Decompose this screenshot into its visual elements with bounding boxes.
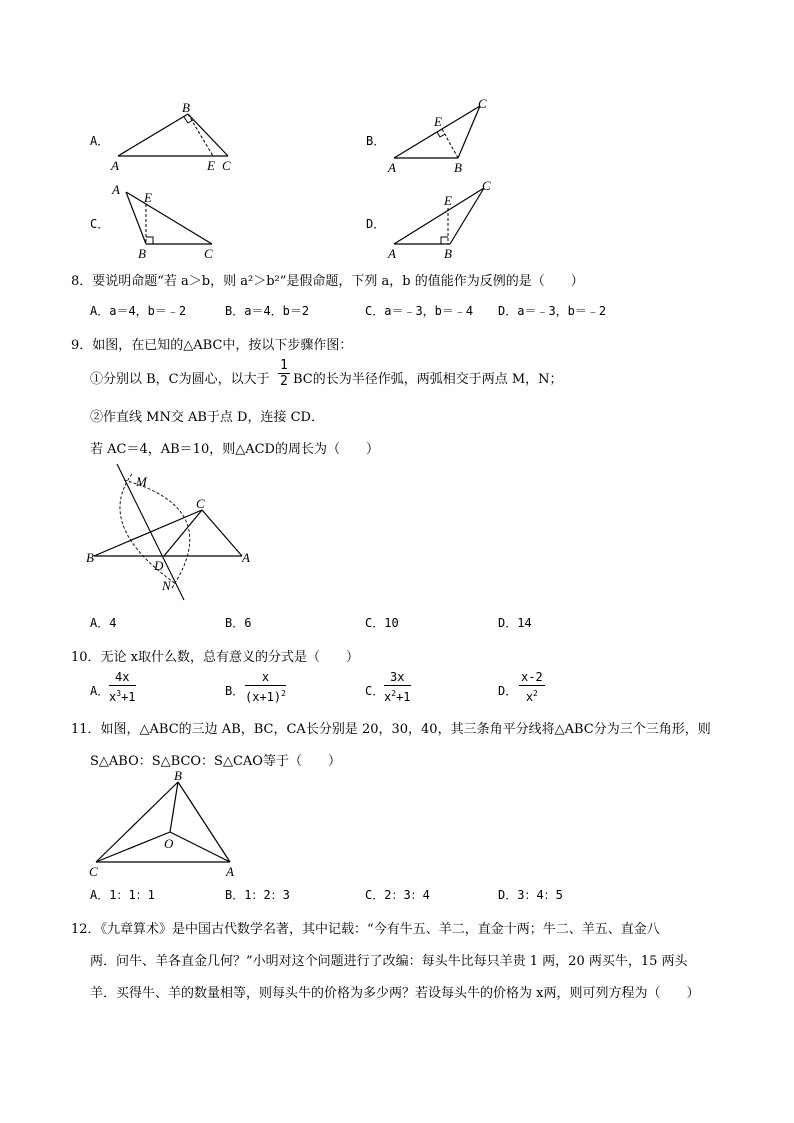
q7-option-a-label[interactable]: A． — [90, 134, 110, 148]
fraction-denominator: 2 — [280, 374, 288, 389]
bisector-co — [96, 832, 170, 862]
svg-text:D: D — [154, 558, 164, 573]
q11-option-b[interactable]: B．1：2：3 — [225, 888, 290, 902]
svg-text:B: B — [182, 100, 190, 115]
fraction-numerator: 1 — [280, 358, 288, 373]
q12-line3: 羊．买得牛、羊的数量相等，则每头牛的价格为多少两？若设每头牛的价格为 x两，则可列方程为（ ） — [90, 986, 700, 1001]
q7-option-d-label[interactable]: D． — [366, 217, 386, 231]
q10-option-a-fraction[interactable] — [109, 670, 136, 705]
q9-figure — [84, 460, 254, 602]
q8-option-d[interactable]: D．a＝﹣3，b＝﹣2 — [498, 304, 607, 318]
q9-option-b[interactable]: B．6 — [225, 616, 252, 630]
svg-text:N: N — [162, 578, 171, 593]
svg-text:A: A — [112, 182, 120, 197]
svg-text:O: O — [164, 836, 174, 851]
segment-ca — [202, 510, 242, 556]
q11-option-a[interactable]: A．1：1：1 — [90, 888, 155, 902]
q9-fraction-half — [278, 358, 290, 389]
q8-option-a[interactable]: A．a＝4，b＝﹣2 — [90, 304, 187, 318]
svg-text:E: E — [434, 114, 442, 129]
q11-option-c[interactable]: C．2：3：4 — [365, 888, 430, 902]
q10-option-d-fraction[interactable] — [519, 670, 545, 705]
denominator: $x^3+1$ — [109, 689, 136, 704]
q7-option-c-label[interactable]: C． — [90, 217, 110, 231]
q8-option-c[interactable]: C．a＝﹣3，b＝﹣4 — [365, 304, 474, 318]
q9-stem: 9．如图，在已知的△ABC中，按以下步骤作图： — [71, 338, 353, 353]
q12-line1: 12．《九章算术》是中国古代数学名著，其中记载：“今有牛五、羊二，直金十两；牛二、羊五、直金八 — [71, 922, 660, 937]
svg-text:B: B — [174, 768, 182, 783]
segment-dc — [164, 510, 202, 556]
svg-text:C: C — [204, 246, 213, 260]
q10-option-a-label[interactable]: A． — [90, 684, 110, 698]
q10-option-d-label[interactable]: D． — [498, 684, 518, 698]
numerator: x — [245, 670, 286, 686]
svg-text:B: B — [444, 246, 452, 260]
q10-stem: 10．无论 x取什么数，总有意义的分式是（ ） — [71, 650, 360, 665]
q10-option-c-label[interactable]: C． — [365, 684, 385, 698]
q8-stem: 8．要说明命题“若 a＞b，则 a²＞b²”是假命题，下列 a，b 的值能作为反例的是（ ） — [71, 274, 584, 289]
numerator: 3x — [384, 670, 411, 686]
denominator: $x^2$ — [525, 689, 538, 704]
svg-text:B: B — [86, 550, 94, 565]
q7-figure-b — [382, 96, 502, 178]
q11-option-d[interactable]: D．3：4：5 — [498, 888, 563, 902]
numerator: x-2 — [521, 670, 543, 684]
svg-text:C: C — [482, 178, 491, 193]
q11-ratio: S△ABO：S△BCO：S△CAO等于（ ） — [90, 754, 341, 769]
svg-text:E: E — [207, 158, 215, 173]
segment-ab — [118, 114, 188, 156]
q7-option-b-label[interactable]: B． — [366, 134, 386, 148]
bisector-ao — [170, 832, 230, 862]
q9-step2: ②作直线 MN交 AB于点 D，连接 CD． — [90, 410, 324, 425]
bisector-bo — [170, 782, 178, 832]
segment-ba — [178, 782, 230, 862]
q9-condition: 若 AC＝4，AB＝10，则△ACD的周长为（ ） — [90, 442, 379, 457]
numerator: 4x — [109, 670, 136, 686]
q11-figure — [86, 768, 238, 880]
q9-step1-part2: BC的长为半径作弧，两弧相交于两点 M，N； — [293, 372, 563, 387]
svg-text:E: E — [144, 190, 152, 205]
q10-option-c-fraction[interactable] — [384, 670, 411, 705]
svg-text:A: A — [242, 550, 250, 565]
svg-text:C: C — [478, 96, 487, 111]
q10-option-b-label[interactable]: B． — [225, 684, 245, 698]
svg-text:E: E — [444, 193, 452, 208]
q9-option-d[interactable]: D．14 — [498, 616, 532, 630]
svg-text:A: A — [111, 158, 119, 173]
q7-figure-d — [382, 178, 502, 260]
svg-text:B: B — [138, 246, 146, 260]
q7-figure-c — [108, 180, 228, 260]
q10-option-b-fraction[interactable] — [245, 670, 286, 705]
svg-text:B: B — [454, 160, 462, 175]
q8-option-b[interactable]: B．a＝4．b＝2 — [225, 304, 310, 318]
denominator: $x^2+1$ — [384, 689, 411, 704]
q7-figure-a — [108, 98, 238, 176]
q12-line2: 两．问牛、羊各直金几何？”小明对这个问题进行了改编：每头牛比每只羊贵 1 两，20 两买牛，15 两头 — [90, 954, 688, 969]
svg-text:C: C — [222, 158, 231, 173]
svg-text:A: A — [226, 864, 234, 879]
q9-option-a[interactable]: A．4 — [90, 616, 117, 630]
svg-text:C: C — [196, 496, 205, 511]
segment-bc — [94, 510, 202, 556]
denominator: $(x+1)^2$ — [245, 689, 286, 704]
svg-text:M: M — [136, 474, 147, 489]
svg-text:A: A — [388, 160, 396, 175]
svg-text:A: A — [388, 246, 396, 260]
svg-text:C: C — [89, 864, 98, 879]
q11-stem: 11．如图，△ABC的三边 AB，BC，CA长分别是 20，30，40，其三条角平分线将△ABC分为三个三角形，则 — [71, 722, 711, 737]
q9-step1-part1: ①分别以 B，C为圆心，以大于 — [90, 372, 270, 387]
q9-option-c[interactable]: C．10 — [365, 616, 399, 630]
segment-bc — [188, 114, 228, 156]
